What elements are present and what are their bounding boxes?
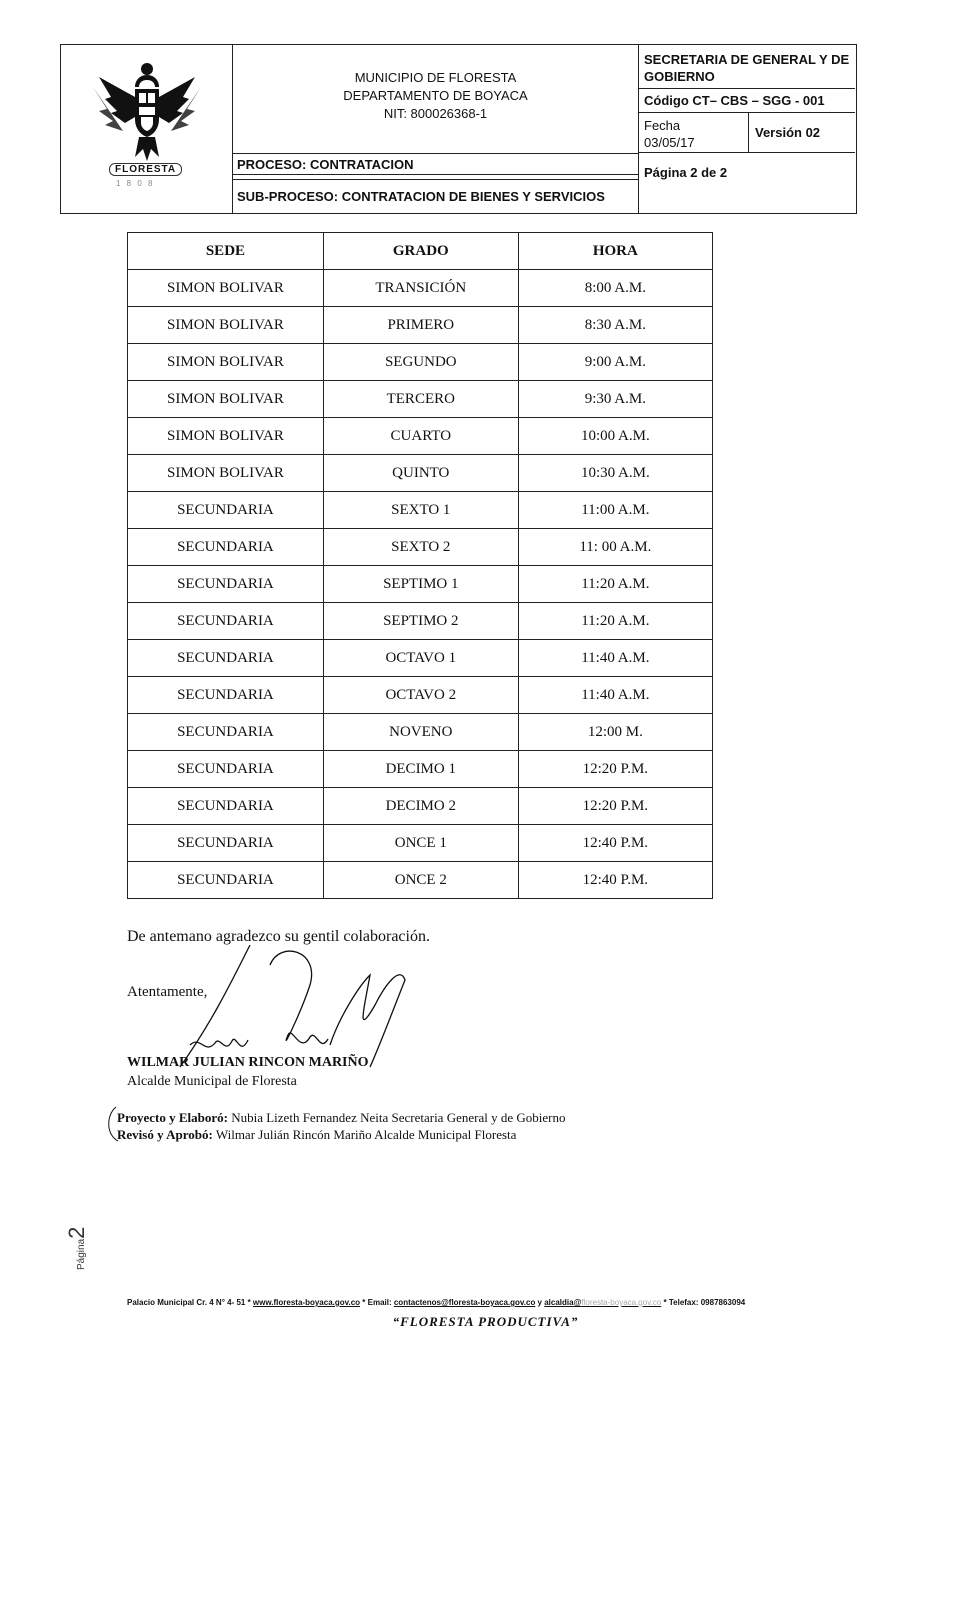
footer-website-link[interactable]: www.floresta-boyaca.gov.co: [252, 1298, 361, 1307]
schedule-table: [127, 232, 713, 899]
cell-hora: 8:30 A.M.: [518, 307, 712, 344]
table-header-row: [128, 233, 713, 270]
cell-grado: CUARTO: [323, 418, 518, 455]
salutation: Atentamente,: [127, 984, 208, 1000]
cell-hora: 12:00 M.: [518, 714, 712, 751]
credit-approved: [117, 1127, 516, 1143]
credit-prepared-label: Proyecto y Elaboró:: [117, 1110, 228, 1125]
credit-approved-label: Revisó y Aprobó:: [117, 1127, 213, 1142]
cell-sede: SECUNDARIA: [128, 751, 324, 788]
cell-hora: 11:40 A.M.: [518, 677, 712, 714]
cell-hora: 12:40 P.M.: [518, 862, 712, 899]
thanks-text: De antemano agradezco su gentil colaboración.: [127, 928, 430, 945]
cell-grado: DECIMO 2: [323, 788, 518, 825]
municipality-name: MUNICIPIO DE FLORESTA: [354, 70, 517, 85]
footer-email-link[interactable]: contactenos@floresta-boyaca.gov.co: [393, 1298, 536, 1307]
table-row: [128, 825, 713, 862]
cell-hora: 11:20 A.M.: [518, 603, 712, 640]
footer-email2-domain: floresta-boyaca.gov.co: [581, 1298, 662, 1307]
cell-sede: SIMON BOLIVAR: [128, 307, 324, 344]
cell-hora: 9:30 A.M.: [518, 381, 712, 418]
cell-hora: 11: 00 A.M.: [518, 529, 712, 566]
cell-grado: OCTAVO 1: [323, 640, 518, 677]
cell-sede: SECUNDARIA: [128, 566, 324, 603]
nit-number: NIT: 800026368-1: [383, 106, 488, 121]
signer-role: Alcalde Municipal de Floresta: [127, 1074, 297, 1089]
cell-grado: SEGUNDO: [323, 344, 518, 381]
cell-grado: SEPTIMO 1: [323, 566, 518, 603]
page-label: Página: [76, 1238, 87, 1270]
table-row: [128, 344, 713, 381]
cell-hora: 10:30 A.M.: [518, 455, 712, 492]
date-cell: [639, 113, 749, 153]
cell-sede: SECUNDARIA: [128, 788, 324, 825]
footer-phone: * Telefax: 0987863094: [661, 1298, 746, 1307]
cell-hora: 11:00 A.M.: [518, 492, 712, 529]
cell-grado: SEXTO 2: [323, 529, 518, 566]
cell-sede: SIMON BOLIVAR: [128, 455, 324, 492]
cell-sede: SECUNDARIA: [128, 492, 324, 529]
cell-sede: SIMON BOLIVAR: [128, 344, 324, 381]
cell-sede: SIMON BOLIVAR: [128, 418, 324, 455]
secretaria-label: SECRETARIA DE GENERAL Y DE GOBIERNO: [639, 45, 855, 89]
table-row: [128, 455, 713, 492]
subprocess-label: SUB-PROCESO: CONTRATACION DE BIENES Y SERVICIOS: [237, 189, 605, 204]
table-row: [128, 566, 713, 603]
cell-sede: SECUNDARIA: [128, 603, 324, 640]
signer-name: WILMAR JULIAN RINCON MARIÑO: [127, 1055, 369, 1070]
credit-prepared: [117, 1110, 565, 1126]
cell-hora: 12:20 P.M.: [518, 788, 712, 825]
table-row: [128, 677, 713, 714]
footer-motto: “FLORESTA PRODUCTIVA”: [392, 1314, 579, 1329]
cell-grado: TRANSICIÓN: [323, 270, 518, 307]
cell-sede: SIMON BOLIVAR: [128, 270, 324, 307]
handwritten-signature: [170, 945, 420, 1070]
cell-hora: 12:40 P.M.: [518, 825, 712, 862]
table-row: [128, 307, 713, 344]
cell-hora: 10:00 A.M.: [518, 418, 712, 455]
table-row: [128, 418, 713, 455]
cell-sede: SECUNDARIA: [128, 714, 324, 751]
cell-grado: OCTAVO 2: [323, 677, 518, 714]
table-row: [128, 270, 713, 307]
crest-subtext: 1 8 0 8: [116, 179, 155, 188]
table-body: [128, 270, 713, 899]
page-counter: Página 2 de 2: [644, 165, 728, 180]
table-row: [128, 714, 713, 751]
cell-grado: SEXTO 1: [323, 492, 518, 529]
cell-hora: 8:00 A.M.: [518, 270, 712, 307]
cell-sede: SIMON BOLIVAR: [128, 381, 324, 418]
version-label: Versión 02: [749, 113, 855, 153]
column-header-hora: HORA: [518, 233, 712, 270]
cell-sede: SECUNDARIA: [128, 640, 324, 677]
cell-hora: 12:20 P.M.: [518, 751, 712, 788]
eagle-crest-icon: [91, 57, 203, 167]
cell-grado: TERCERO: [323, 381, 518, 418]
table-row: [128, 788, 713, 825]
footer-address: Palacio Municipal Cr. 4 N° 4- 51 *: [127, 1298, 253, 1307]
footer-email2-link[interactable]: [544, 1298, 661, 1307]
document-header: [60, 44, 857, 214]
column-header-sede: SEDE: [128, 233, 324, 270]
table-row: [128, 529, 713, 566]
cell-grado: PRIMERO: [323, 307, 518, 344]
footer-contact: [127, 1298, 745, 1307]
cell-sede: SECUNDARIA: [128, 529, 324, 566]
credit-prepared-value: Nubia Lizeth Fernandez Neita Secretaria General y de Gobierno: [231, 1110, 566, 1125]
date-label: Fecha: [644, 118, 681, 133]
cell-grado: ONCE 1: [323, 825, 518, 862]
coat-of-arms: [61, 45, 233, 213]
department-name: DEPARTAMENTO DE BOYACA: [343, 88, 528, 103]
cell-hora: 11:40 A.M.: [518, 640, 712, 677]
date-value: 03/05/17: [644, 135, 695, 150]
divider: [233, 179, 638, 180]
cell-grado: ONCE 2: [323, 862, 518, 899]
municipality-block: [233, 45, 638, 153]
footer-and: y: [535, 1298, 545, 1307]
document-code: Código CT– CBS – SGG - 001: [639, 89, 855, 113]
credit-approved-value: Wilmar Julián Rincón Mariño Alcalde Municipal Floresta: [215, 1127, 517, 1142]
table-row: [128, 603, 713, 640]
cell-grado: QUINTO: [323, 455, 518, 492]
table-row: [128, 862, 713, 899]
page-number: 2: [64, 1226, 89, 1239]
column-header-grado: GRADO: [323, 233, 518, 270]
table-row: [128, 492, 713, 529]
cell-sede: SECUNDARIA: [128, 862, 324, 899]
footer-email-label: * Email:: [360, 1298, 394, 1307]
cell-grado: NOVENO: [323, 714, 518, 751]
document-control-block: [638, 45, 856, 213]
cell-hora: 9:00 A.M.: [518, 344, 712, 381]
table-row: [128, 751, 713, 788]
process-label: PROCESO: CONTRATACION: [233, 153, 638, 175]
cell-sede: SECUNDARIA: [128, 825, 324, 862]
cell-grado: DECIMO 1: [323, 751, 518, 788]
cell-grado: SEPTIMO 2: [323, 603, 518, 640]
cell-hora: 11:20 A.M.: [518, 566, 712, 603]
table-row: [128, 640, 713, 677]
crest-ribbon: FLORESTA: [109, 163, 182, 176]
cell-sede: SECUNDARIA: [128, 677, 324, 714]
footer-email2-user: alcaldia@: [544, 1298, 582, 1307]
table-row: [128, 381, 713, 418]
page-number-margin: [64, 1227, 90, 1270]
